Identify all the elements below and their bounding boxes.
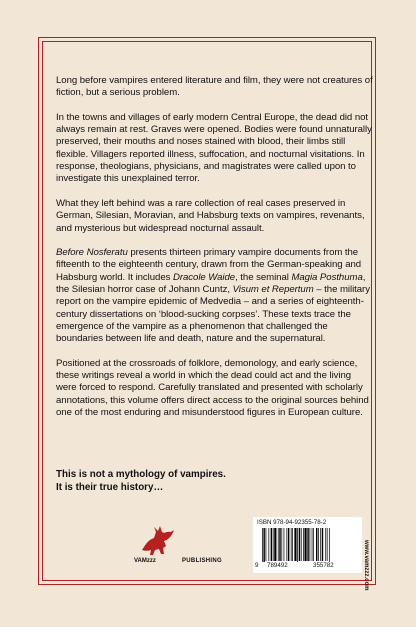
barcode-bar — [301, 528, 302, 561]
publisher-name-left: VAMzzz — [134, 558, 156, 564]
title-visum-et-repertum: Visum et Repertum — [232, 284, 314, 296]
paragraph-4 — [56, 247, 374, 345]
publisher-name-right: PUBLISHING — [182, 558, 223, 564]
barcode-bar — [268, 528, 269, 561]
barcode-bar — [325, 528, 326, 561]
barcode-bar — [266, 528, 267, 561]
barcode-bar — [299, 528, 300, 561]
barcode-digit-first: 9 — [255, 562, 259, 569]
barcode-bar — [303, 528, 304, 561]
p4-text-1: presents thirteen primary vampire documents from the fifteenth to the eighteenth century, drawn from the German-speaking and Habsburg world. It includes — [56, 247, 362, 283]
paragraph-1: Long before vampires entered literature and film, they were not creatures of fiction, but a serious problem. — [56, 75, 373, 99]
paragraph-5: Positioned at the crossroads of folklore, demonology, and early science, these writings reveal a world in which the dead could act and the living were forced to respond. Carefully translated and presented with scholarly annotations, this volume offers direct access to the original sources behind one of the most enduring and misunderstood figures in European culture. — [56, 357, 369, 419]
tagline-line-2: It is their true history… — [56, 481, 164, 493]
title-before-nosferatu: Before Nosferatu — [56, 247, 128, 259]
barcode-bar — [273, 528, 274, 561]
barcode-bar — [320, 528, 321, 561]
p4-text-3: , the Silesian horror case of Johann Cuntz, — [56, 271, 366, 296]
title-magia-posthuma: Magia Posthuma — [291, 271, 363, 283]
tagline-line-1: This is not a mythology of vampires. — [56, 469, 226, 480]
barcode-bar — [318, 528, 319, 561]
barcode-bar — [284, 528, 285, 561]
p4-text-2: , the seminal — [235, 271, 292, 283]
isbn-label: ISBN 978-94-92355-78-2 — [257, 519, 327, 526]
barcode-bar — [274, 528, 276, 561]
barcode-digits-right: 355782 — [313, 562, 334, 569]
barcode-bar — [291, 528, 292, 561]
barcode-digits-left: 789492 — [267, 562, 288, 569]
barcode-bars — [262, 528, 357, 562]
barcode-bar — [288, 528, 289, 561]
barcode-bar — [279, 528, 280, 561]
barcode-bar — [327, 528, 328, 561]
bat-goat-logo-icon — [138, 524, 178, 558]
barcode-bar — [262, 528, 263, 562]
barcode-bar — [329, 528, 330, 562]
paragraph-2: In the towns and villages of early modern Central Europe, the dead did not always remain at rest. Graves were opened. Bodies were found unnaturally preserved, their mouths and noses stained with blood, their limbs still flexible. Villagers reported illness, suffocation, and nocturnal visitations. In response, theologians, physicians, and magistrates were called upon to investigate this unexplained terror. — [56, 111, 372, 185]
barcode-bar — [304, 528, 306, 561]
barcode-bar — [316, 528, 317, 561]
barcode-bar — [286, 528, 287, 561]
barcode-bar — [297, 528, 298, 562]
barcode-bar — [271, 528, 272, 561]
barcode-bar — [322, 528, 323, 561]
tagline — [56, 469, 226, 494]
p4-text-4: – the military report on the vampire epidemic of Medvedia – and a series of eighteenth-century dissertations on ‘blood-sucking corpses’. These texts trace the emergence of the vampire as a phenomenon that challenged the boundaries between life and death, nature and the supernatural. — [56, 284, 370, 345]
barcode-bar — [263, 528, 264, 562]
barcode-bar — [312, 528, 313, 561]
barcode-bar — [310, 528, 311, 561]
barcode-bar — [278, 528, 279, 561]
isbn-barcode — [253, 517, 362, 573]
back-cover-text — [56, 75, 374, 432]
title-dracole-waide: Dracole Waide — [172, 271, 236, 283]
paragraph-3: What they left behind was a rare collection of real cases preserved in German, Silesian, Moravian, and Habsburg texts on vampires, revenants, and mysterious but widespread nocturnal assault. — [56, 197, 365, 234]
publisher-url: www.vamzzz.com — [363, 540, 369, 591]
barcode-bar — [307, 528, 308, 561]
barcode-bar — [281, 528, 282, 561]
barcode-bar — [292, 528, 293, 561]
barcode-bar — [294, 528, 296, 561]
barcode-bar — [313, 528, 314, 561]
